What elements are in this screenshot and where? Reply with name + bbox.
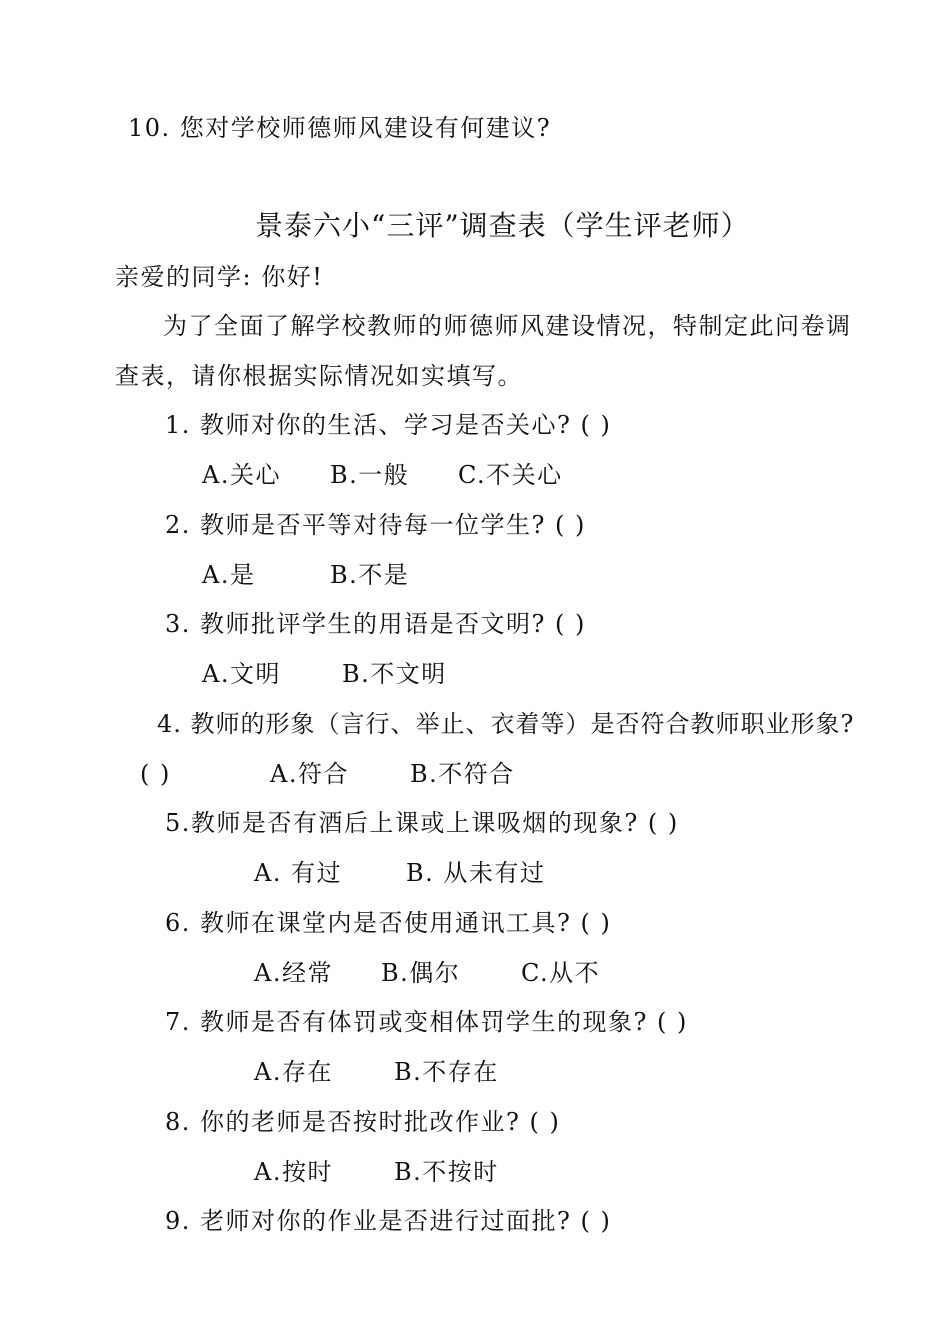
- question-5: 5.教师是否有酒后上课或上课吸烟的现象? ( ): [165, 809, 679, 837]
- option-b: B.一般: [330, 461, 410, 489]
- question-3-options: [202, 659, 447, 689]
- question-1-options: [202, 460, 563, 490]
- option-b: B.不是: [330, 561, 410, 589]
- prev-question-10: 10. 您对学校师德师风建设有何建议?: [128, 114, 552, 142]
- option-a: A.符合: [270, 760, 349, 788]
- question-2-options: [202, 560, 409, 590]
- question-1: 1. 教师对你的生活、学习是否关心? ( ): [165, 411, 612, 439]
- option-a: A.文明: [202, 660, 281, 688]
- option-b: B. 从未有过: [406, 859, 546, 887]
- question-7: 7. 教师是否有体罚或变相体罚学生的现象? ( ): [165, 1008, 688, 1036]
- option-b: B.不按时: [394, 1158, 499, 1186]
- question-8: 8. 你的老师是否按时批改作业? ( ): [165, 1108, 561, 1136]
- survey-title: 景泰六小“三评”调查表（学生评老师）: [255, 209, 750, 242]
- question-4: 4. 教师的形象（言行、举止、衣着等）是否符合教师职业形象?: [157, 710, 855, 738]
- option-c: C.从不: [521, 959, 601, 987]
- question-6: 6. 教师在课堂内是否使用通讯工具? ( ): [165, 909, 612, 937]
- question-3: 3. 教师批评学生的用语是否文明? ( ): [165, 610, 586, 638]
- option-a: A.按时: [254, 1158, 333, 1186]
- option-a: A.存在: [254, 1058, 333, 1086]
- question-5-options: [254, 858, 545, 888]
- question-7-options: [254, 1057, 499, 1087]
- question-6-options: [254, 958, 600, 988]
- option-b: B.不文明: [342, 660, 447, 688]
- question-9: 9. 老师对你的作业是否进行过面批? ( ): [165, 1207, 612, 1235]
- greeting: 亲爱的同学: 你好!: [115, 263, 324, 291]
- option-b: B.偶尔: [381, 959, 461, 987]
- option-b: B.不符合: [410, 760, 515, 788]
- question-4-options: [140, 759, 515, 789]
- option-b: B.不存在: [394, 1058, 499, 1086]
- option-a: A.是: [202, 561, 256, 589]
- answer-blank: ( ): [140, 760, 171, 788]
- intro-line-2: 查表，请你根据实际情况如实填写。: [115, 362, 523, 390]
- option-a: A.关心: [202, 461, 281, 489]
- question-8-options: [254, 1157, 499, 1187]
- question-2: 2. 教师是否平等对待每一位学生? ( ): [165, 511, 586, 539]
- option-a: A.经常: [254, 959, 333, 987]
- intro-line-1: 为了全面了解学校教师的师德师风建设情况，特制定此问卷调: [163, 312, 852, 340]
- option-c: C.不关心: [458, 461, 563, 489]
- option-a: A. 有过: [254, 859, 343, 887]
